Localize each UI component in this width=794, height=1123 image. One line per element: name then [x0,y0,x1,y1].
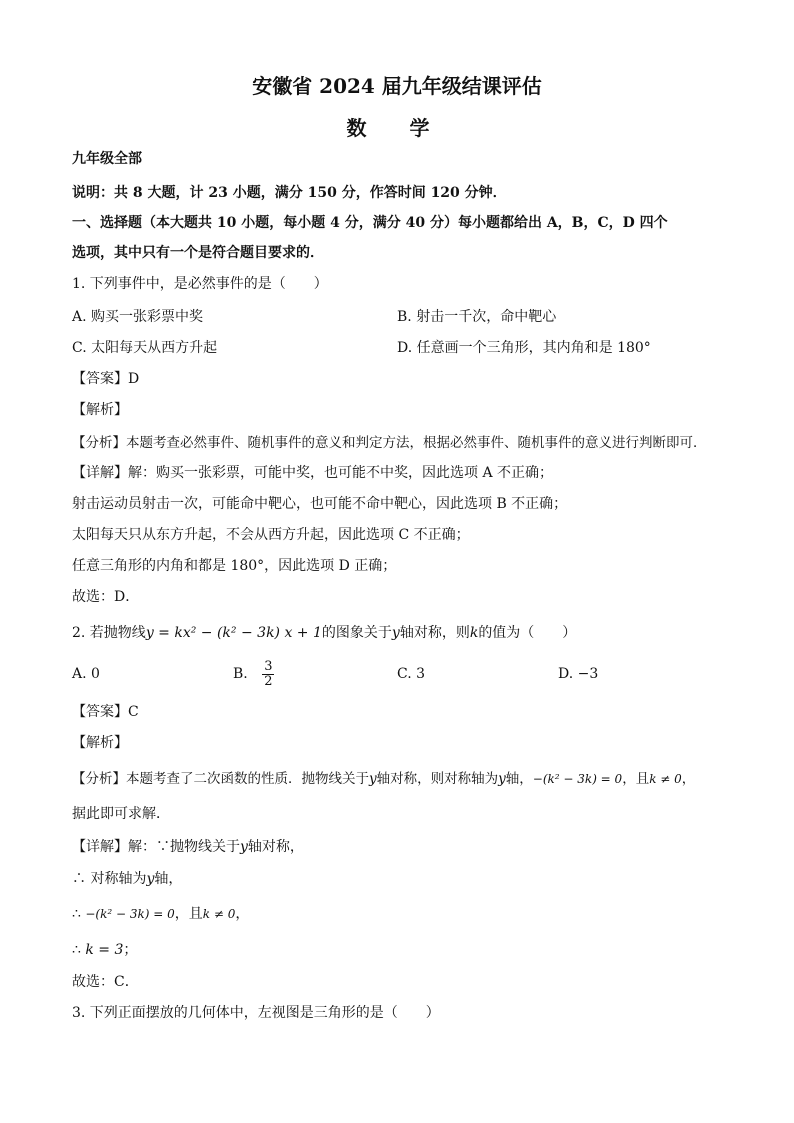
q2-detail-formula: k = 3 [85,942,124,958]
q2-detail-text: 轴， [154,871,183,887]
q1-detail-line: 任意三角形的内角和都是 180°，因此选项 D 正确； [72,558,397,574]
q2-analysis-formula: k ≠ 0 [649,772,682,786]
q2-analysis-text: 轴对称，则对称轴为 [376,771,499,787]
q2-detail-line3 [72,905,249,923]
q3-stem: 3. 下列正面摆放的几何体中，左视图是三角形的是（ ） [72,1005,440,1021]
q2-detail-line1 [72,838,304,856]
q1-answer: 【答案】D [72,371,140,387]
instructions: 说明：共 8 大题，计 23 小题，满分 150 分，作答时间 120 分钟． [72,185,507,201]
q2-stem-text: 轴对称，则 [399,625,470,641]
q1-detail-line: 太阳每天只从东方升起，不会从西方升起，因此选项 C 不正确； [72,527,470,543]
q2-analysis-var-y: y [498,771,506,787]
q2-detail-line4 [72,941,137,959]
q2-analysis-text: ， [681,771,696,787]
q2-detail-text: ， [235,906,250,922]
section-heading-line2: 选项，其中只有一个是符合题目要求的． [72,245,324,261]
q2-detail-formula: k ≠ 0 [202,907,236,921]
q1-detail-line: 【详解】解：购买一张彩票，可能中奖，也可能不中奖，因此选项 A 不正确； [72,465,554,481]
q1-analysis: 【分析】本题考查必然事件、随机事件的意义和判定方法，根据必然事件、随机事件的意义进行判断即可． [72,435,707,451]
q2-analysis-line2: 据此即可求解． [72,806,170,822]
q2-analysis-line1 [72,770,695,788]
q2-stem-text: 的值为（ ） [478,625,577,641]
q2-detail-text: ∴ [72,906,86,922]
q1-option-a: A. 购买一张彩票中奖 [72,309,204,325]
q2-detail-text: ； [123,942,138,958]
q2-formula: y = kx² − (k² − 3k) x + 1 [145,625,322,641]
q1-option-b: B. 射击一千次，命中靶心 [397,309,557,325]
q1-option-c: C. 太阳每天从西方升起 [72,340,218,356]
exam-title: 安徽省 2024 届九年级结课评估 [252,74,542,98]
q2-detail-text: 【详解】解： [72,839,156,855]
q2-option-c: C. 3 [397,666,426,682]
q2-analysis-text: 【分析】本题考查了二次函数的性质．抛物线关于 [72,771,369,787]
q2-stem-text: 的图象关于 [321,625,392,641]
q2-option-b-label: B. [233,666,248,682]
section-heading-line1: 一、选择题（本大题共 10 小题，每小题 4 分，满分 40 分）每小题都给出 A，B，C，D 四个 [72,215,668,231]
q2-answer: 【答案】C [72,704,139,720]
q2-detail-text: ∴ 对称轴为 [72,871,147,887]
q2-option-b-fraction [262,660,274,689]
q2-analysis-label: 【解析】 [72,735,128,751]
q2-detail-text: ∵抛物线关于 [156,839,240,855]
q1-detail-line: 故选：D． [72,589,140,605]
q2-var-k: k [469,625,479,641]
q1-analysis-label: 【解析】 [72,402,128,418]
q2-detail-text: ∴ [72,942,86,958]
fraction-denominator: 2 [264,673,273,689]
q1-stem: 1. 下列事件中，是必然事件的是（ ） [72,276,328,292]
q2-detail-var-y: y [146,871,155,887]
grade-label: 九年级全部 [72,151,142,167]
q2-detail-text: ，且 [174,906,203,922]
q2-detail-line2 [72,870,182,888]
q1-detail-line: 射击运动员射击一次，可能命中靶心，也可能不命中靶心，因此选项 B 不正确； [72,496,568,512]
q2-var-y: y [391,625,400,641]
q2-option-d: D. −3 [558,666,599,682]
q2-stem-prefix: 2. 若抛物线 [72,625,146,641]
q2-stem [72,624,576,642]
q2-option-a: A. 0 [72,666,100,682]
q2-analysis-text: ，且 [622,771,650,787]
q2-option-b [233,656,274,692]
fraction-numerator: 3 [264,658,273,674]
q2-detail-var-y: y [240,839,248,855]
q2-analysis-formula: −(k² − 3k) = 0 [532,772,623,786]
q2-analysis-var-y: y [369,771,377,787]
q1-option-d: D. 任意画一个三角形，其内角和是 180° [397,340,651,356]
q2-detail-text: 轴对称， [247,839,304,855]
subject-title: 数 学 [346,116,448,140]
q2-detail-formula: −(k² − 3k) = 0 [85,907,175,921]
q2-detail-line5: 故选：C． [72,974,139,990]
q2-analysis-text: 轴， [505,771,533,787]
